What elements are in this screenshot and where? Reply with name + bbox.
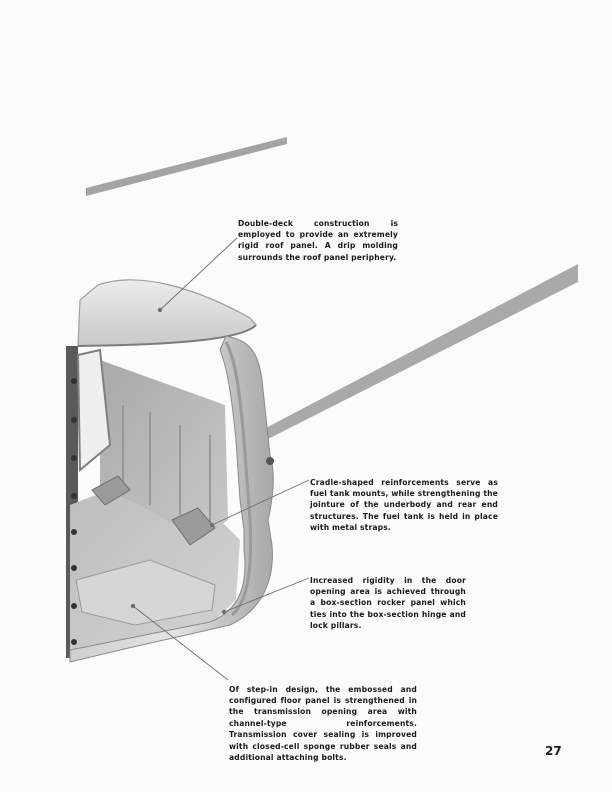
page-number: 27 <box>545 744 562 758</box>
upper-stripe <box>86 137 287 196</box>
roof-caption: Double-deck construction is employed to provide an extremely rigid roof panel. A drip molding surrounds the roof panel periphery. <box>238 218 398 262</box>
door-opening-caption: Increased rigidity in the door opening area is achieved through a box-section rocker panel which ties into the box-section hinge and lock pillars. <box>310 575 466 631</box>
right-stripe <box>262 264 578 440</box>
floor-caption: Of step-in design, the embossed and configured floor panel is strengthened in the transmission opening area with channel-type reinforcements. Transmission cover sealing is improved with closed-cell sponge rubber seals and additional attaching bolts. <box>229 684 417 763</box>
pillar-hole <box>266 457 274 465</box>
cradle-caption: Cradle-shaped reinforcements serve as fuel tank mounts, while strengthening the jointure of the underbody and rear end structures. The fuel tank is held in place with metal straps. <box>310 477 498 533</box>
